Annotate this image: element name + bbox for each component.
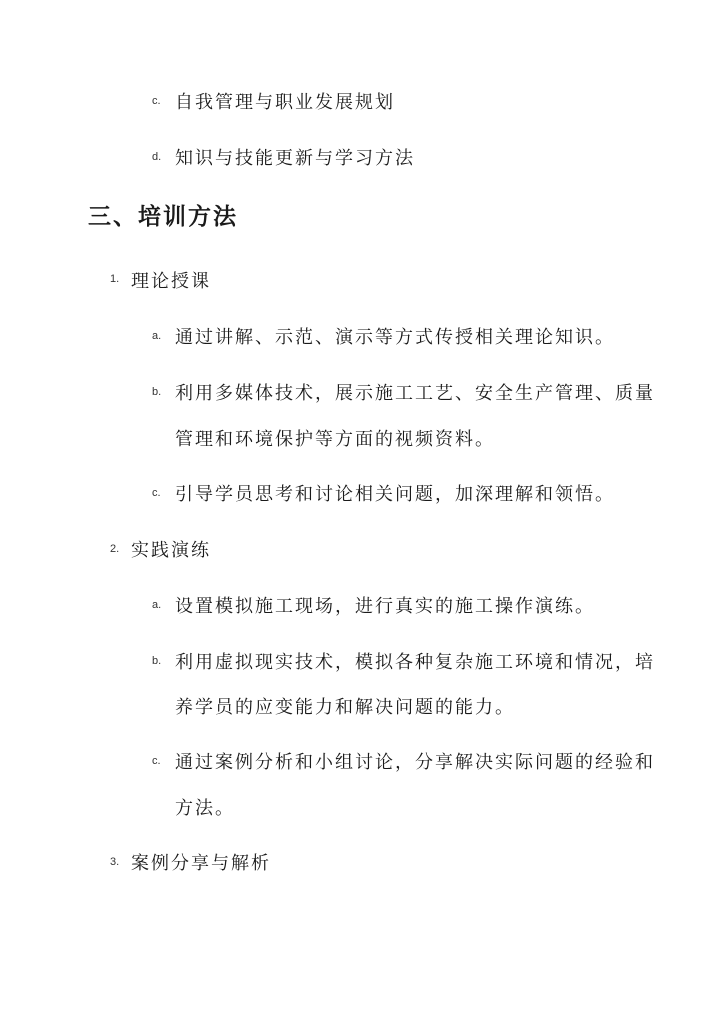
- list-item-continuation: 养学员的应变能力和解决问题的能力。: [175, 697, 515, 718]
- list-item-continuation: 管理和环境保护等方面的视频资料。: [175, 429, 495, 450]
- list-marker: b.: [152, 655, 162, 667]
- list-marker: c.: [152, 487, 161, 499]
- list-marker: 2.: [110, 543, 120, 555]
- list-marker: a.: [152, 599, 162, 611]
- list-marker: 1.: [110, 273, 120, 285]
- section-heading: 三、培训方法: [88, 203, 238, 230]
- list-item-continuation: 方法。: [175, 798, 235, 819]
- list-item-text: 通过讲解、示范、演示等方式传授相关理论知识。: [175, 327, 615, 348]
- list-marker: c.: [152, 755, 161, 767]
- list-marker: b.: [152, 386, 162, 398]
- list-item-text: 利用多媒体技术，展示施工工艺、安全生产管理、质量: [175, 383, 655, 404]
- list-item-text: 通过案例分析和小组讨论，分享解决实际问题的经验和: [175, 752, 655, 773]
- list-marker: c.: [152, 95, 161, 107]
- list-item-text: 设置模拟施工现场，进行真实的施工操作演练。: [175, 596, 595, 617]
- list-item-text: 利用虚拟现实技术，模拟各种复杂施工环境和情况，培: [175, 652, 655, 673]
- list-marker: d.: [152, 151, 162, 163]
- list-item-text: 实践演练: [131, 540, 211, 561]
- list-item-text: 案例分享与解析: [131, 853, 271, 874]
- list-marker: a.: [152, 330, 162, 342]
- list-item-text: 引导学员思考和讨论相关问题，加深理解和领悟。: [175, 484, 615, 505]
- list-item-text: 自我管理与职业发展规划: [175, 92, 395, 113]
- list-item-text: 理论授课: [131, 271, 211, 292]
- list-marker: 3.: [110, 856, 120, 868]
- list-item-text: 知识与技能更新与学习方法: [175, 148, 415, 169]
